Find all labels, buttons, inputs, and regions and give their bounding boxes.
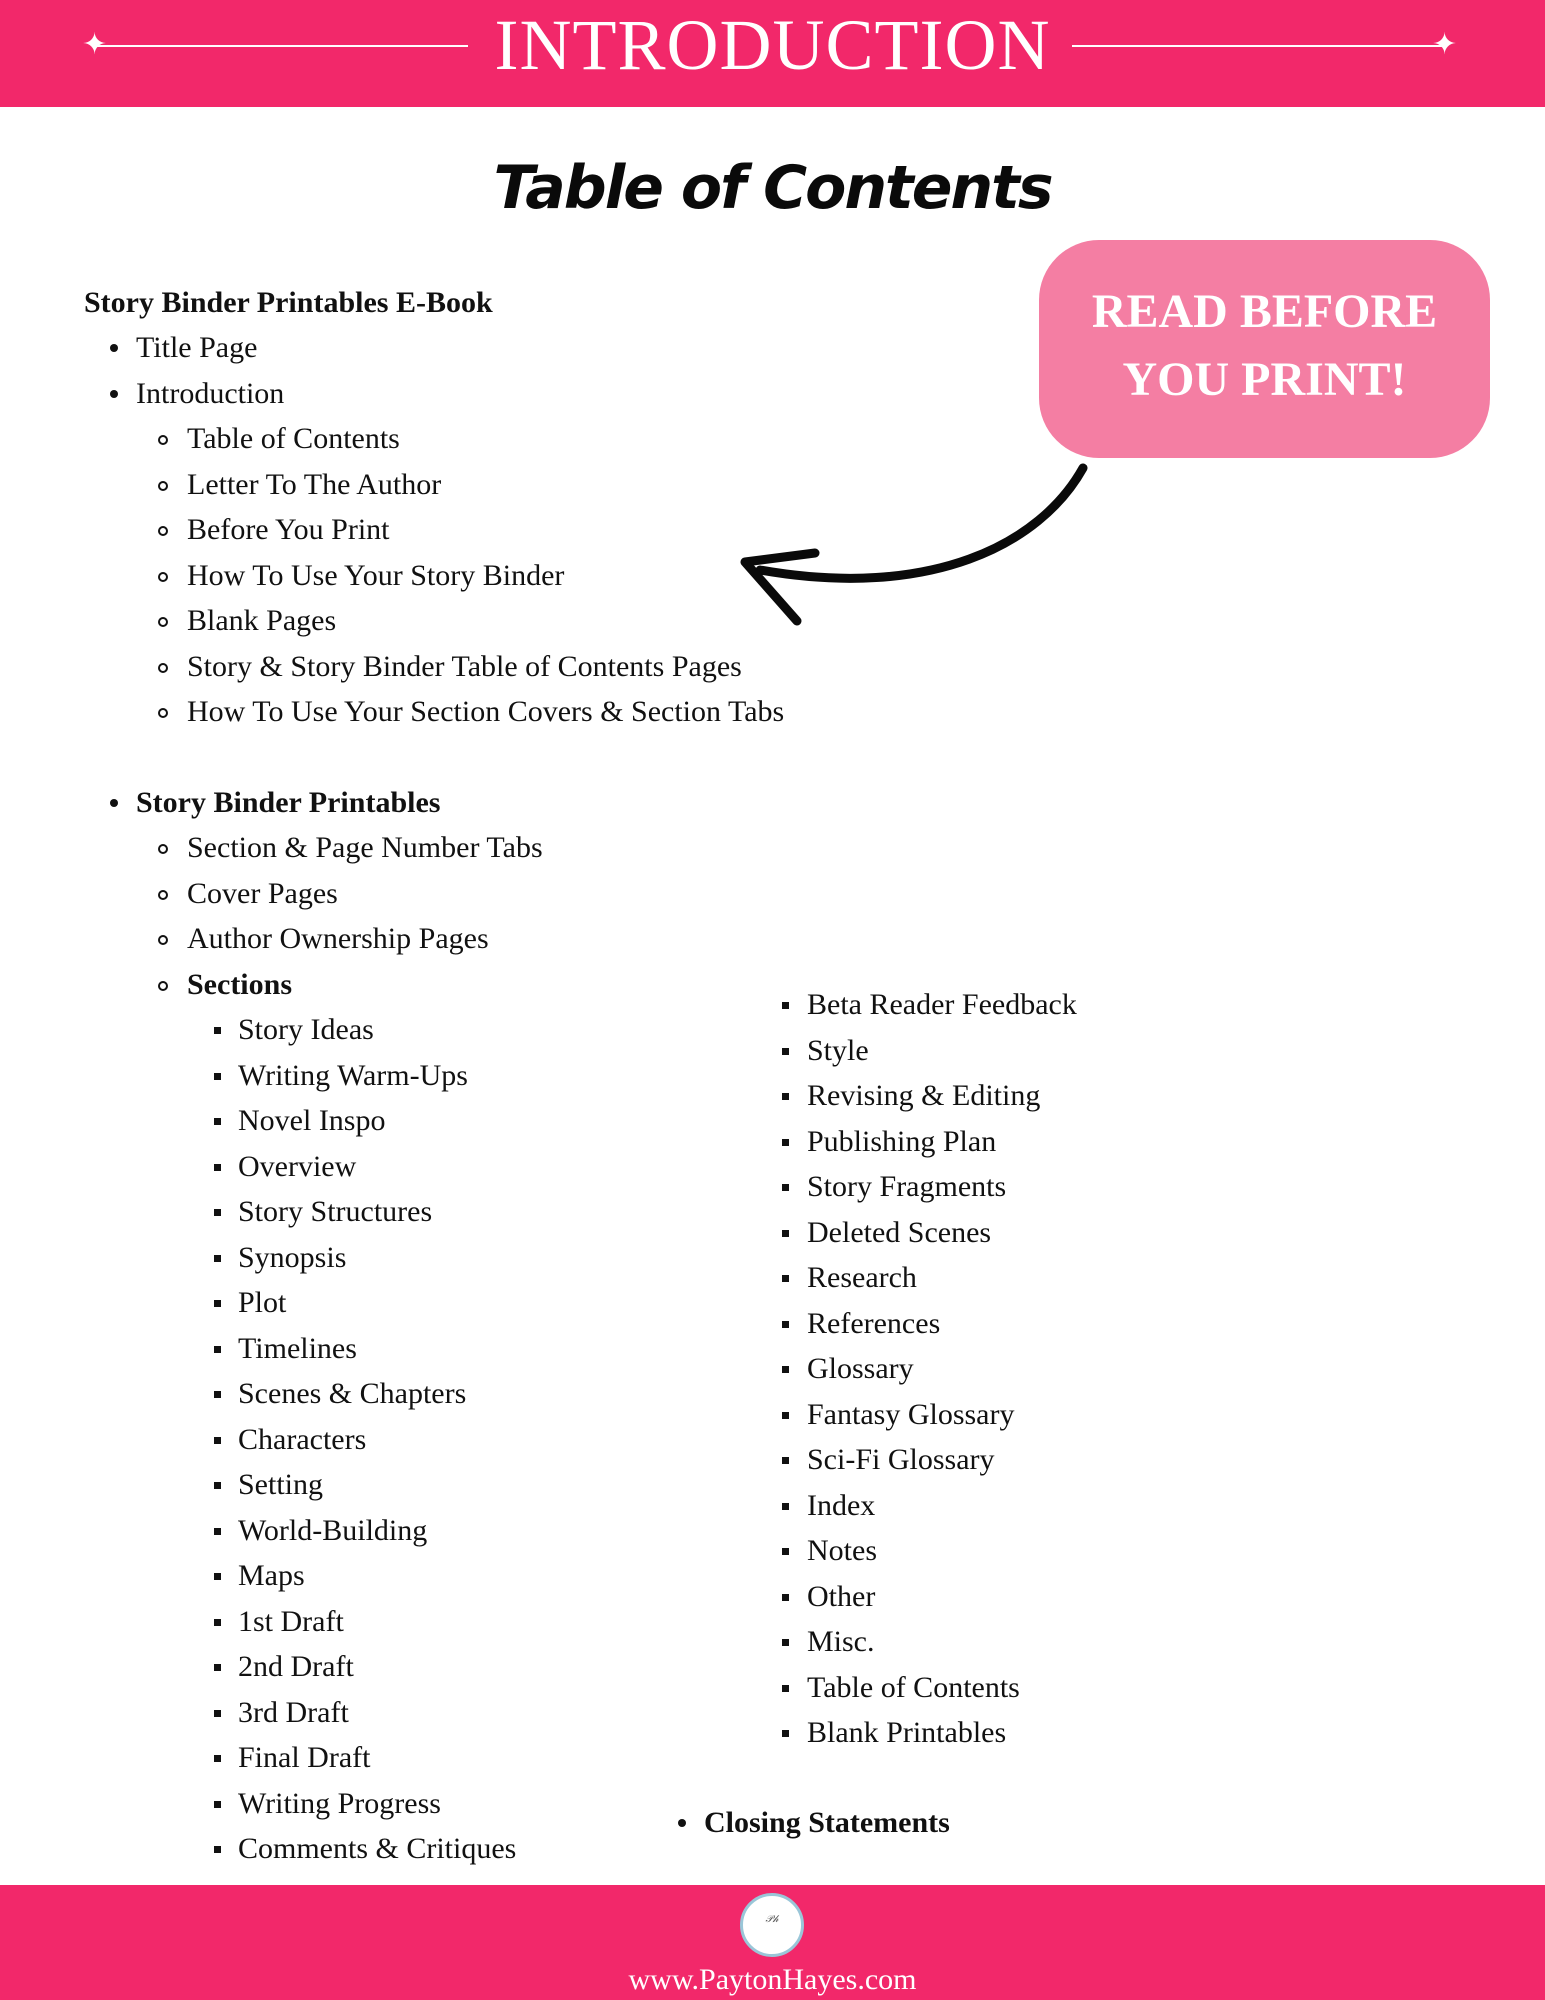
bullet-icon <box>158 935 168 945</box>
toc-section-item: Research <box>807 1261 917 1294</box>
bullet-icon <box>782 1685 789 1692</box>
bullet-icon <box>782 1275 789 1282</box>
toc-subitem: How To Use Your Section Covers & Section Tabs <box>187 695 785 728</box>
toc-section-item: Revising & Editing <box>807 1079 1041 1112</box>
toc-subitem: Author Ownership Pages <box>187 922 489 955</box>
toc-section-item: Story Structures <box>238 1195 433 1228</box>
toc-section-item: Writing Warm-Ups <box>238 1058 468 1092</box>
toc-section-item: Other <box>807 1579 876 1613</box>
bullet-icon <box>782 1412 789 1419</box>
bullet-icon <box>214 1164 221 1171</box>
bullet-icon <box>214 1801 221 1808</box>
toc-section-item: Index <box>807 1488 876 1522</box>
bullet-icon <box>214 1528 221 1535</box>
toc-section-item: Overview <box>238 1149 357 1183</box>
toc-section-item: Blank Printables <box>807 1716 1007 1749</box>
bullet-icon <box>110 344 118 352</box>
bullet-icon <box>158 981 168 991</box>
toc-section-item: Maps <box>238 1559 305 1592</box>
callout-line-1: READ BEFORE <box>1091 285 1438 338</box>
bullet-icon <box>110 390 118 398</box>
toc-subitem: Before You Print <box>187 513 390 546</box>
bullet-icon <box>214 1118 221 1125</box>
bullet-icon <box>214 1300 221 1307</box>
toc-section-item: Final Draft <box>238 1741 371 1774</box>
bullet-icon <box>214 1209 221 1216</box>
bullet-icon <box>214 1255 221 1262</box>
toc-section-item: Timelines <box>238 1331 357 1365</box>
bullet-icon <box>158 526 168 536</box>
toc-heading-printables: Story Binder Printables <box>136 786 441 819</box>
bullet-icon <box>214 1437 221 1444</box>
bullet-icon <box>214 1073 221 1080</box>
toc-section-item: Story Fragments <box>807 1170 1007 1203</box>
bullet-icon <box>110 799 118 807</box>
toc-section-item: World-Building <box>238 1513 428 1547</box>
toc-section-item: Scenes & Chapters <box>238 1377 467 1410</box>
toc-section-item: Story Ideas <box>238 1013 374 1046</box>
bullet-icon <box>782 1321 789 1328</box>
bullet-icon <box>782 1548 789 1555</box>
bullet-icon <box>214 1482 221 1489</box>
toc-section-item: Plot <box>238 1286 287 1319</box>
toc-subitem: Blank Pages <box>187 604 337 637</box>
bullet-icon <box>782 1139 789 1146</box>
bullet-icon <box>782 1366 789 1373</box>
sparkle-icon: ✦ <box>82 28 108 61</box>
toc-section-item: Comments & Critiques <box>238 1832 517 1865</box>
toc-section-item: Writing Progress <box>238 1786 441 1820</box>
toc-section-item: Setting <box>238 1468 324 1501</box>
bullet-icon <box>782 1594 789 1601</box>
bullet-icon <box>158 481 168 491</box>
toc-closing: Closing Statements <box>704 1806 950 1839</box>
bullet-icon <box>214 1573 221 1580</box>
bullet-icon <box>214 1755 221 1762</box>
bullet-icon <box>782 1002 789 1009</box>
toc-item: Title Page <box>136 331 258 364</box>
toc-subitem: Story & Story Binder Table of Contents Pages <box>187 649 742 683</box>
bullet-icon <box>214 1619 221 1626</box>
toc-section-item: Style <box>807 1033 869 1067</box>
toc-section-item: References <box>807 1306 941 1340</box>
toc-section-item: Fantasy Glossary <box>807 1397 1015 1431</box>
bullet-icon <box>782 1093 789 1100</box>
toc-section-item: Notes <box>807 1534 877 1567</box>
toc-section-item: Deleted Scenes <box>807 1215 992 1249</box>
toc-subitem: Cover Pages <box>187 876 338 910</box>
toc-section-item: Sci-Fi Glossary <box>807 1443 995 1476</box>
toc-item: Introduction <box>136 376 285 410</box>
bullet-icon <box>214 1346 221 1353</box>
toc-heading: Story Binder Printables E-Book <box>84 286 493 319</box>
toc-sections-heading: Sections <box>187 968 292 1001</box>
bullet-icon <box>158 844 168 854</box>
bullet-icon <box>158 890 168 900</box>
bullet-icon <box>214 1846 221 1853</box>
bullet-icon <box>214 1027 221 1034</box>
toc-subitem: Section & Page Number Tabs <box>187 831 543 864</box>
bullet-icon <box>782 1184 789 1191</box>
bullet-icon <box>214 1664 221 1671</box>
bullet-icon <box>214 1710 221 1717</box>
toc-section-item: 2nd Draft <box>238 1650 354 1683</box>
page-title: Table of Contents <box>493 153 1052 223</box>
bullet-icon <box>158 435 168 445</box>
bullet-icon <box>782 1048 789 1055</box>
bullet-icon <box>782 1503 789 1510</box>
bullet-icon <box>782 1730 789 1737</box>
bullet-icon <box>158 572 168 582</box>
toc-section-item: Glossary <box>807 1352 914 1385</box>
toc-section-item: Misc. <box>807 1625 875 1658</box>
toc-subitem: Table of Contents <box>187 422 400 455</box>
sparkle-icon: ✦ <box>1432 28 1458 61</box>
toc-section-item: 3rd Draft <box>238 1695 349 1729</box>
toc-section-item: Synopsis <box>238 1240 347 1274</box>
payton-hayes-logo-icon: 𝒫𝒽 <box>740 1893 804 1957</box>
bullet-icon <box>782 1639 789 1646</box>
bullet-icon <box>158 617 168 627</box>
section-title: INTRODUCTION <box>494 5 1051 85</box>
toc-section-item: 1st Draft <box>238 1604 344 1638</box>
footer-url[interactable]: www.PaytonHayes.com <box>628 1963 917 1996</box>
bullet-icon <box>782 1457 789 1464</box>
toc-subitem: How To Use Your Story Binder <box>187 558 565 592</box>
bullet-icon <box>158 663 168 673</box>
toc-section-item: Table of Contents <box>807 1670 1020 1704</box>
toc-section-item: Publishing Plan <box>807 1124 997 1158</box>
bullet-icon <box>678 1819 686 1827</box>
bullet-icon <box>214 1391 221 1398</box>
bullet-icon <box>158 708 168 718</box>
toc-section-item: Characters <box>238 1422 367 1456</box>
toc-section-item: Novel Inspo <box>238 1104 386 1137</box>
callout-line-2: YOU PRINT! <box>1122 353 1407 406</box>
bullet-icon <box>782 1230 789 1237</box>
toc-section-item: Beta Reader Feedback <box>807 988 1077 1021</box>
toc-subitem: Letter To The Author <box>187 467 442 501</box>
